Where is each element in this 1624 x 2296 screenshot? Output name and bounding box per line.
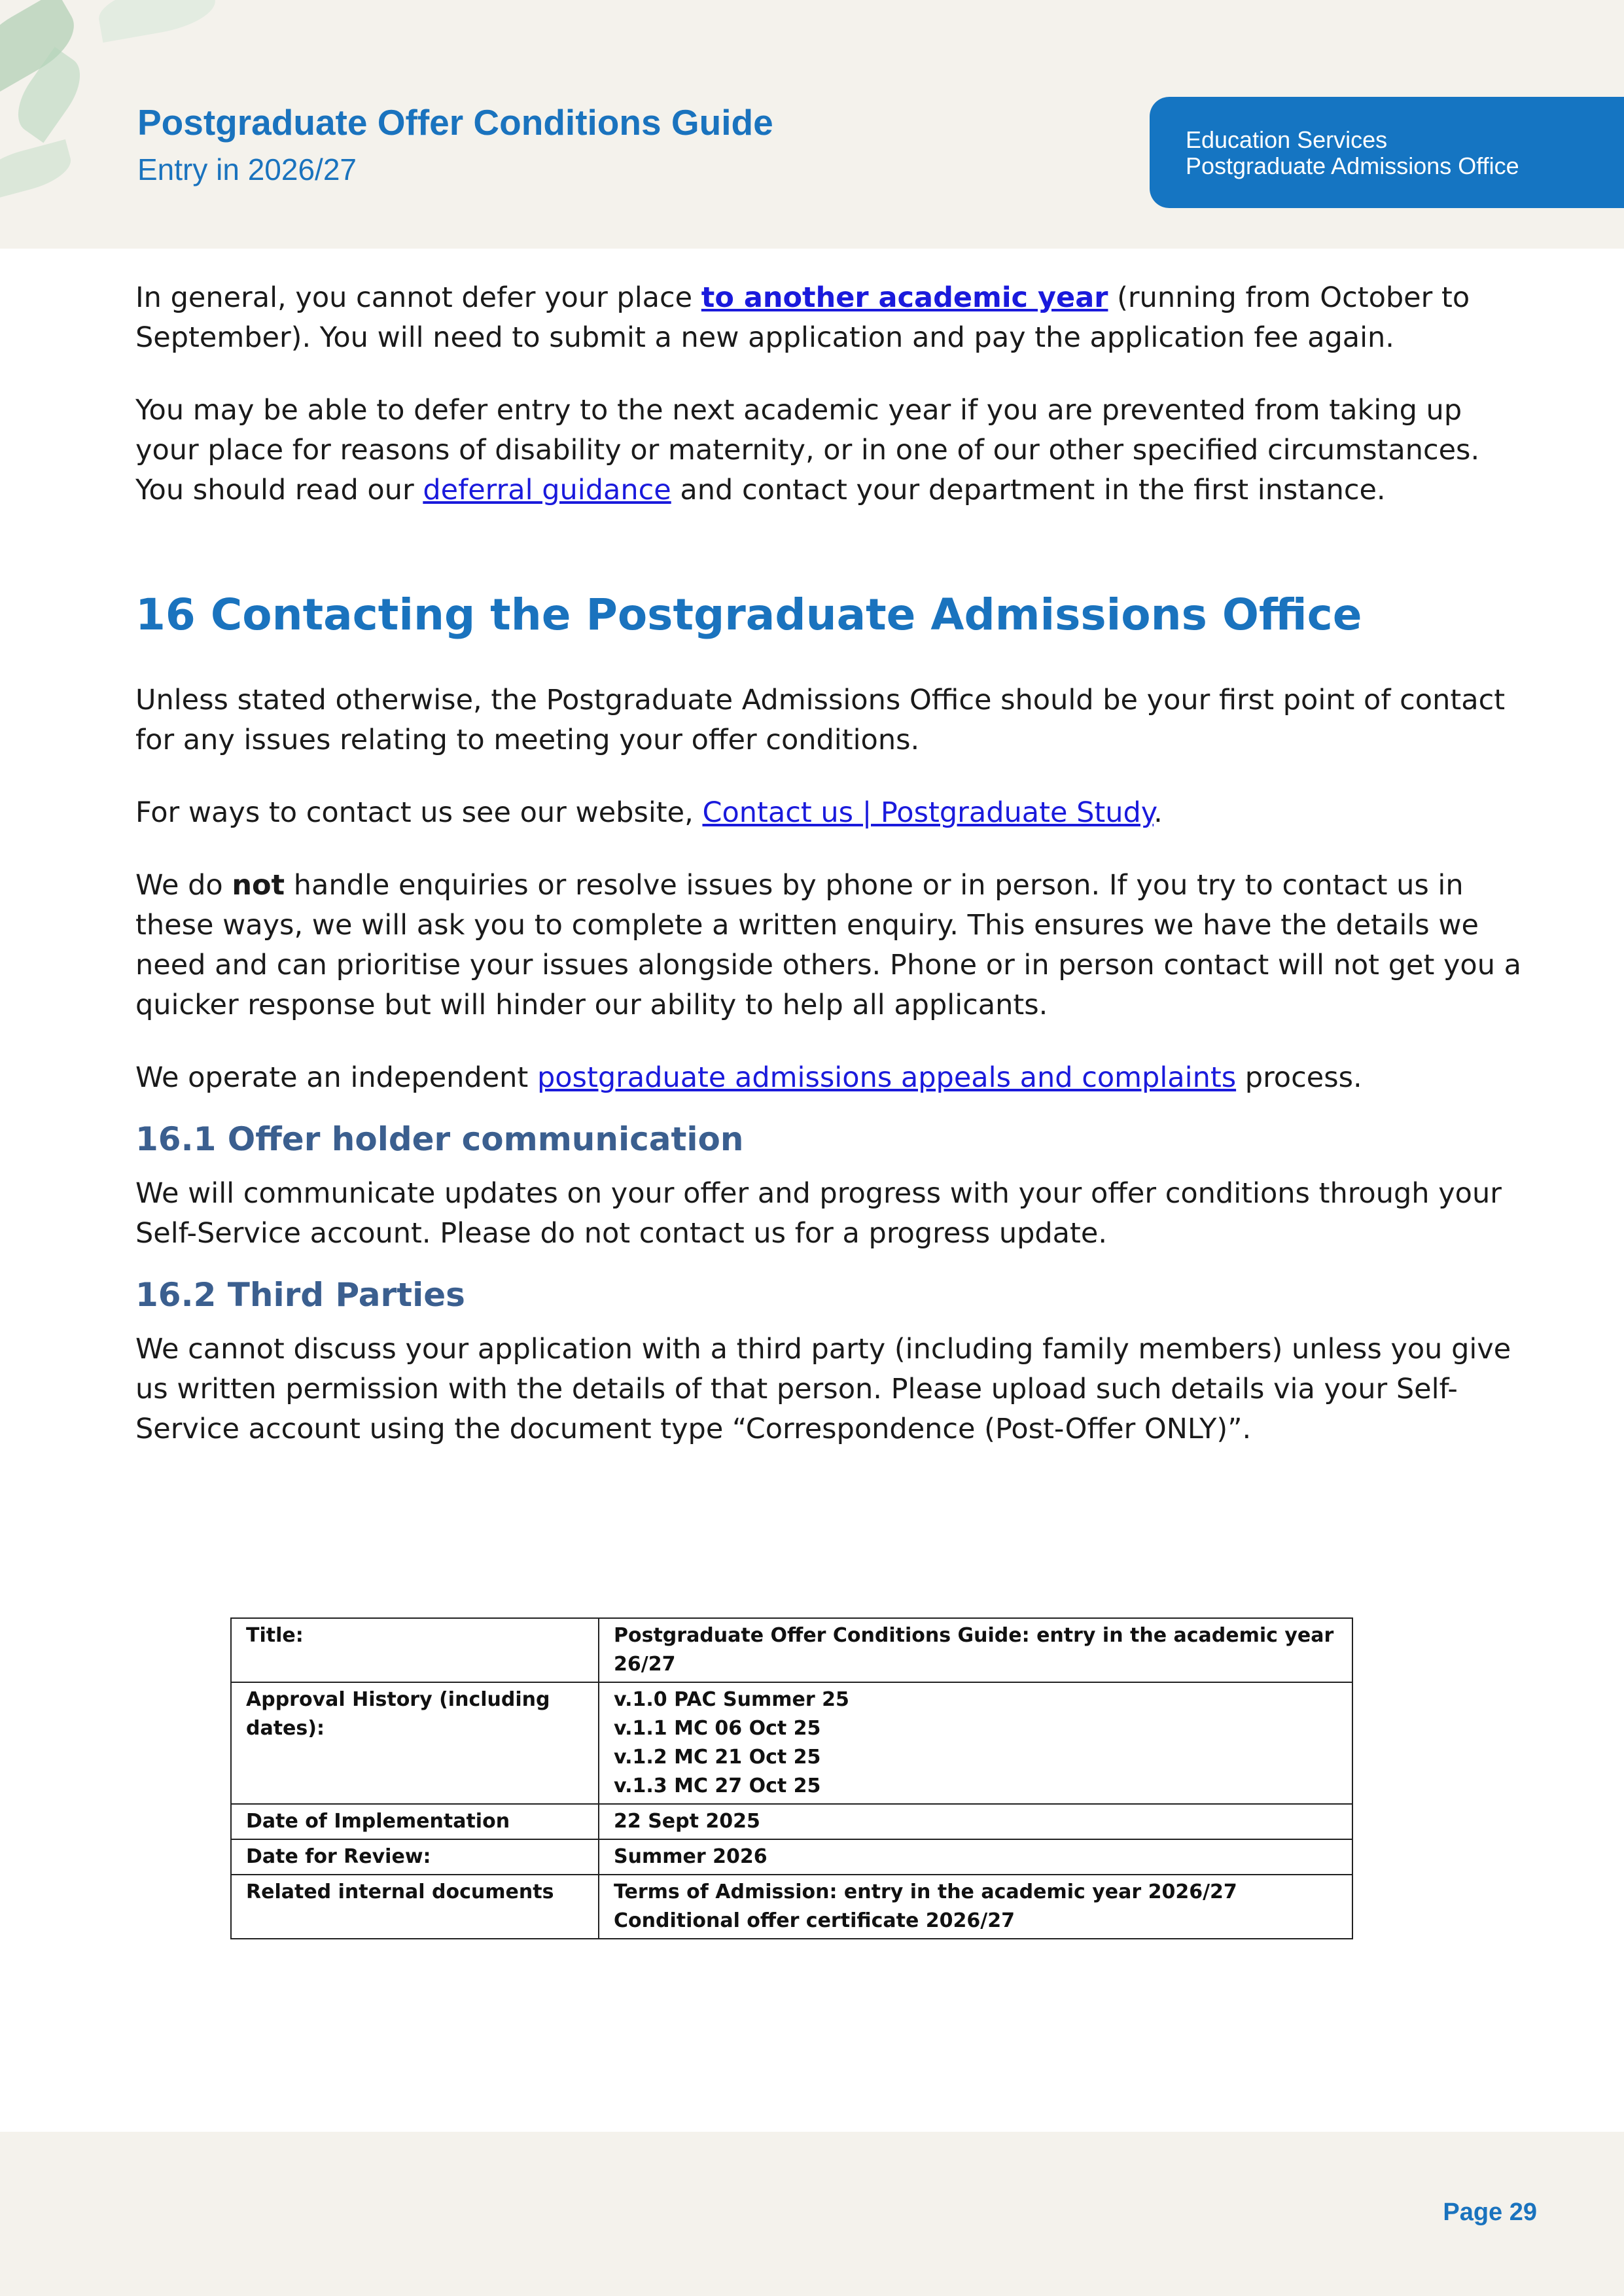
leaf-decoration bbox=[0, 139, 75, 201]
table-value-line: Terms of Admission: entry in the academic year 2026/27 bbox=[614, 1881, 1237, 1903]
table-row bbox=[231, 1618, 1352, 1682]
text-run: . bbox=[1154, 796, 1163, 829]
leaf-decoration bbox=[95, 0, 219, 43]
text-run: You may be able to defer entry to the next academic year if you are prevented from taking up your place for reasons of disability or maternity, or in one of our other specified circumstances. You should read our bbox=[135, 394, 1480, 506]
appeals-complaints-link[interactable]: postgraduate admissions appeals and complaints bbox=[537, 1061, 1237, 1094]
deferral-paragraph bbox=[135, 278, 1523, 358]
text-run: In general, you cannot defer your place bbox=[135, 281, 701, 314]
table-row bbox=[231, 1682, 1352, 1804]
text-run: For ways to contact us see our website, bbox=[135, 796, 703, 829]
table-value-cell bbox=[599, 1682, 1352, 1804]
contact-website-paragraph bbox=[135, 793, 1523, 833]
text-run: (running from October to September). You will need to submit a new application and pay the application fee again. bbox=[135, 281, 1470, 354]
text-run: process. bbox=[1236, 1061, 1362, 1094]
another-academic-year-link[interactable]: to another academic year bbox=[701, 281, 1108, 314]
table-value-line: v.1.1 MC 06 Oct 25 bbox=[614, 1717, 821, 1740]
section-16-heading: 16 Contacting the Postgraduate Admissions Office bbox=[135, 590, 1362, 640]
table-value-cell bbox=[599, 1618, 1352, 1682]
table-value-cell bbox=[599, 1875, 1352, 1939]
table-key-cell: Related internal documents bbox=[231, 1875, 599, 1939]
deferral-guidance-link[interactable]: deferral guidance bbox=[423, 474, 671, 506]
emphasis-not: not bbox=[232, 869, 285, 902]
section-16-1-heading: 16.1 Offer holder communication bbox=[135, 1120, 744, 1158]
page-number: Page 29 bbox=[1443, 2199, 1537, 2226]
text-run: We do bbox=[135, 869, 232, 902]
section-16-2-heading: 16.2 Third Parties bbox=[135, 1276, 465, 1314]
table-row bbox=[231, 1875, 1352, 1939]
document-control-table bbox=[230, 1617, 1353, 1939]
table-value-cell bbox=[599, 1804, 1352, 1839]
table-value-line: v.1.0 PAC Summer 25 bbox=[614, 1688, 849, 1711]
table-row bbox=[231, 1804, 1352, 1839]
offer-holder-communication-paragraph: We will communicate updates on your offer and progress with your offer conditions through your Self-Service account. Please do not contact us for a progress update. bbox=[135, 1177, 1502, 1250]
table-key-cell: Approval History (including dates): bbox=[231, 1682, 599, 1804]
document-title: Postgraduate Offer Conditions Guide bbox=[137, 102, 773, 143]
page-header bbox=[0, 0, 1624, 249]
document-subtitle: Entry in 2026/27 bbox=[137, 152, 357, 186]
deferral-exceptions-paragraph bbox=[135, 391, 1523, 510]
table-value-line: Conditional offer certificate 2026/27 bbox=[614, 1909, 1015, 1932]
text-run: and contact your department in the first instance. bbox=[671, 474, 1386, 506]
table-key-cell: Date of Implementation bbox=[231, 1804, 599, 1839]
appeals-paragraph bbox=[135, 1058, 1523, 1098]
page-content bbox=[135, 278, 1523, 1482]
table-value-line: Summer 2026 bbox=[614, 1845, 768, 1868]
first-point-of-contact-paragraph: Unless stated otherwise, the Postgraduate Admissions Office should be your first point of contact for any issues relating to meeting your offer conditions. bbox=[135, 684, 1506, 756]
text-run: We operate an independent bbox=[135, 1061, 537, 1094]
table-value-line: Postgraduate Offer Conditions Guide: entry in the academic year 26/27 bbox=[614, 1624, 1334, 1676]
table-value-line: v.1.3 MC 27 Oct 25 bbox=[614, 1775, 821, 1797]
third-parties-paragraph: We cannot discuss your application with a third party (including family members) unless you give us written permission with the details of that person. Please upload such details via your Self-Service account using the document type “Correspondence (Post-Offer ONLY)”. bbox=[135, 1333, 1511, 1445]
table-key-cell: Title: bbox=[231, 1618, 599, 1682]
table-key-cell: Date for Review: bbox=[231, 1839, 599, 1875]
office-line-office: Postgraduate Admissions Office bbox=[1186, 152, 1519, 179]
written-enquiry-paragraph bbox=[135, 866, 1523, 1025]
office-line-department: Education Services bbox=[1186, 126, 1388, 153]
table-value-cell bbox=[599, 1839, 1352, 1875]
office-badge bbox=[1150, 97, 1624, 208]
table-value-line: v.1.2 MC 21 Oct 25 bbox=[614, 1746, 821, 1769]
table-row bbox=[231, 1839, 1352, 1875]
page-footer bbox=[0, 2132, 1624, 2296]
contact-us-link[interactable]: Contact us | Postgraduate Study bbox=[702, 796, 1154, 829]
table-value-line: 22 Sept 2025 bbox=[614, 1810, 760, 1833]
text-run: handle enquiries or resolve issues by phone or in person. If you try to contact us in these ways, we will ask you to complete a written enquiry. This ensures we have the details we need and can prioritise your issues alongside others. Phone or in person contact will not get you a quicker response but will hinder our ability to help all applicants. bbox=[135, 869, 1522, 1021]
